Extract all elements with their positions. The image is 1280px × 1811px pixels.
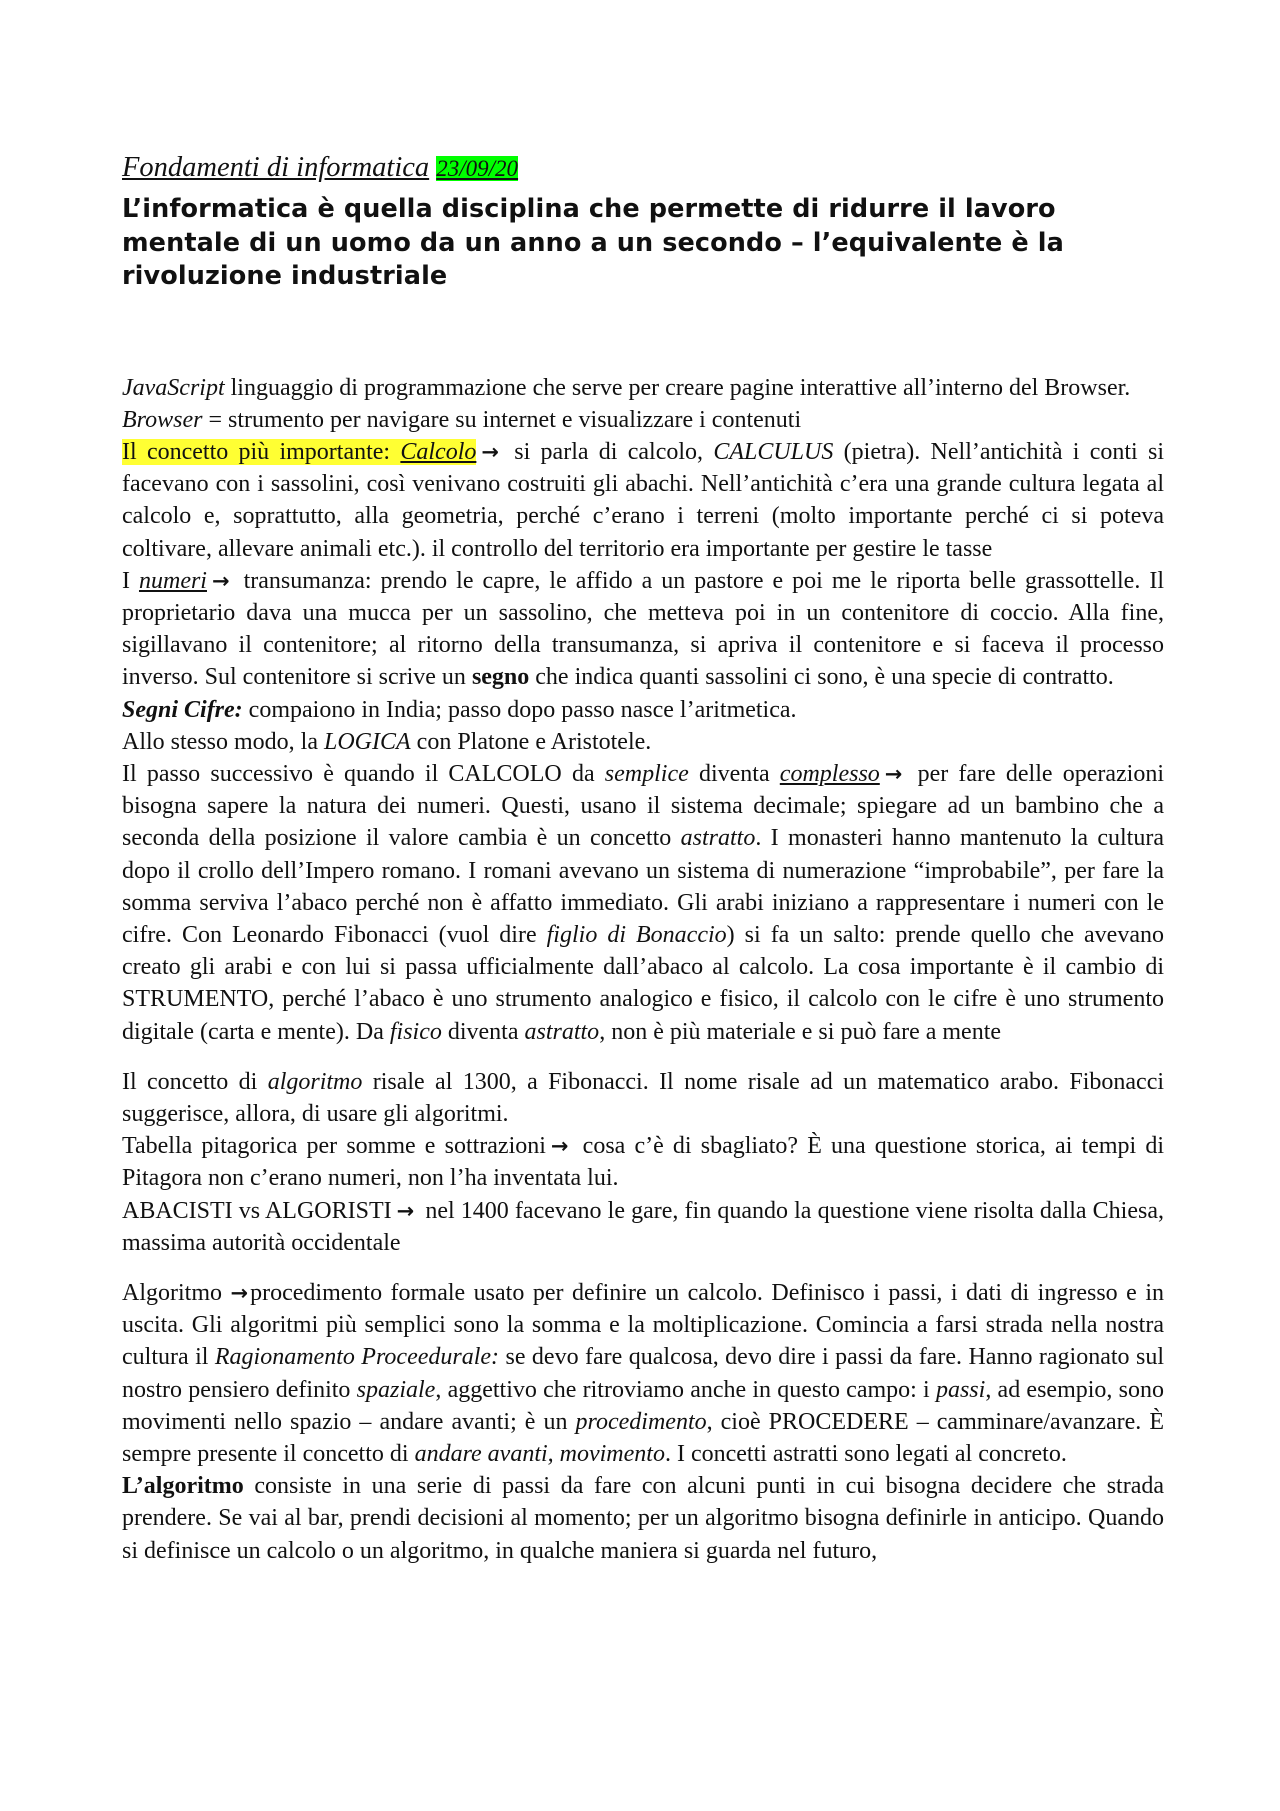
text: , non è più materiale e si può fare a mente [599,1018,1002,1045]
term-passi: passi [935,1376,986,1403]
arrow-right-icon: → [211,568,230,593]
term-complesso: complesso [779,760,880,787]
term-javascript: JavaScript [122,374,225,401]
term-procedimento: procedimento [575,1408,707,1435]
text: , cioè PROCEDERE – camminare/avanzare. È sempre presente il concetto di [122,1408,1164,1467]
arrow-right-icon: → [884,761,903,786]
text: che indica quanti sassolini ci sono, è una specie di contratto. [529,664,1114,691]
paragraph-javascript [122,372,1164,404]
paragraph-abacisti [122,1195,1164,1259]
term-numeri: numeri [138,567,207,594]
paragraph-algoritmo-definizione [122,1277,1164,1470]
term-segni-cifre: Segni Cifre: [122,696,243,723]
term-astratto: astratto [680,825,756,852]
paragraph-tabella-pitagorica [122,1130,1164,1194]
term-fisico: fisico [389,1018,442,1045]
text: Il passo successivo è quando il CALCOLO da [122,760,605,787]
paragraph-l-algoritmo [122,1470,1164,1567]
text: transumanza: prendo le capre, le affido a un pastore e poi me le riporta belle grassottelle. Il proprietario dava una mucca per un sassolino, che metteva poi in un contenitore di coccio. Alla fine, sigillavano il contenitore; al ritorno della transumanza, si apriva il contenitore e si faceva il processo inverso. Sul contenitore si scrive un [122,567,1164,691]
paragraph-passo-successivo [122,758,1164,1048]
text: . I monasteri hanno mantenuto la cultura dopo il crollo dell’Impero romano. I romani avevano un sistema di numerazione “improbabile”, per fare la somma serviva l’abaco perché non è affatto immediato. Gli arabi iniziano a rappresentare i numeri con le cifre. Con Leonardo Fibonacci (vuol dire [122,825,1164,948]
highlight-text: Il concetto più importante: [122,438,401,465]
paragraph-calcolo [122,436,1164,565]
document-title: Fondamenti di informatica [122,152,430,183]
document-page [122,150,1164,1567]
text: Tabella pitagorica per somme e sottrazioni [122,1133,546,1160]
paragraph-browser [122,404,1164,436]
term-segno: segno [471,664,530,691]
text: diventa [441,1018,525,1045]
text: , aggettivo che ritroviamo anche in questo campo: i [435,1376,936,1403]
text: cosa c’è di sbagliato? È una questione storica, ai tempi di Pitagora non c’erano numeri, non l’ha inventata lui. [122,1133,1164,1192]
text: se devo fare qualcosa, devo dire i passi da fare. Hanno ragionato sul nostro pensiero definito [122,1344,1164,1403]
arrow-right-icon: → [550,1134,569,1159]
text: . I concetti astratti sono legati al concreto. [664,1441,1067,1467]
arrow-right-icon: → [481,439,499,464]
text: con Platone e Aristotele. [410,728,652,755]
date-badge: 23/09/20 [436,156,519,181]
text: compaiono in India; passo dopo passo nasce l’aritmetica. [242,696,797,723]
term-l-algoritmo: L’algoritmo [122,1473,244,1500]
paragraph-algoritmo-origine [122,1066,1164,1130]
text: si parla di calcolo, [503,438,714,465]
arrow-right-icon: → [230,1280,249,1305]
term-spaziale: spaziale [356,1376,436,1403]
term-andare-avanti: andare avanti, movimento [414,1441,665,1467]
highlight [122,439,476,465]
text: per fare delle operazioni bisogna sapere la natura dei numeri. Questi, usano il sistema decimale; spiegare ad un bambino che a seconda della posizione il valore cambia è un concetto [122,760,1165,852]
text: Allo stesso modo, la [122,728,324,755]
text: Il concetto di [122,1068,268,1095]
term-calculus: CALCULUS [713,438,834,465]
term-astratto: astratto [524,1018,600,1045]
paragraph-segni-cifre [122,694,1164,726]
term-ragionamento: Ragionamento Proceedurale: [214,1344,500,1371]
term-logica: LOGICA [324,728,411,755]
term-calcolo: Calcolo [400,438,477,465]
term-semplice: semplice [604,760,689,787]
text: Algoritmo [122,1279,231,1306]
term-figlio-di-bonaccio: figlio di Bonaccio [546,921,727,948]
text: nel 1400 facevano le gare, fin quando la questione viene risolta dalla Chiesa, massima autorità occidentale [122,1197,1164,1256]
text: procedimento formale usato per definire un calcolo. Definisco i passi, i dati di ingresso e in uscita. Gli algoritmi più semplici sono la somma e la moltiplicazione. Comincia a farsi strada nella nostra cultura il [122,1279,1164,1371]
text: consiste in una serie di passi da fare con alcuni punti in cui bisogna decidere che strada prendere. Se vai al bar, prendi decisioni al momento; per un algoritmo bisogna definirle in anticipo. Quando si definisce un calcolo o un algoritmo, in qualche maniera si guarda nel futuro, [122,1473,1164,1564]
title-line [122,150,1164,187]
main-heading: L’informatica è quella disciplina che permette di ridurre il lavoro mentale di un uomo da un anno a un secondo – l’equivalente è la rivoluzione industriale [122,194,1064,291]
text: ABACISTI vs ALGORISTI [122,1197,392,1224]
text: linguaggio di programmazione che serve per creare pagine interattive all’interno del Browser. [224,374,1131,401]
text: diventa [688,760,780,787]
text: ) si fa un salto: prende quello che avevano creato gli arabi e con lui si passa ufficialmente dall’abaco al calcolo. La cosa importante è il cambio di STRUMENTO, perché l’abaco è uno strumento analogico e fisico, il calcolo con le cifre è uno strumento digitale (carta e mente). Da [122,921,1164,1045]
paragraph-logica [122,726,1164,758]
arrow-right-icon: → [396,1198,415,1223]
term-algoritmo: algoritmo [267,1068,363,1095]
text: (pietra). Nell’antichità i conti si facevano con i sassolini, così venivano costruiti gli abachi. Nell’antichità c’era una grande cultura legata al calcolo e, soprattutto, alla geometria, perché c’erano i terreni (molto importante perché ci si poteva coltivare, allevare animali etc.). il controllo del territorio era importante per gestire le tasse [122,438,1164,562]
text: , ad esempio, sono movimenti nello spazio – andare avanti; è un [122,1376,1164,1435]
text: I [122,567,139,594]
text: risale al 1300, a Fibonacci. Il nome risale ad un matematico arabo. Fibonacci suggerisce, allora, di usare gli algoritmi. [122,1068,1165,1127]
text: = strumento per navigare su internet e visualizzare i contenuti [202,406,802,433]
term-browser: Browser [122,406,203,433]
paragraph-numeri [122,565,1164,694]
